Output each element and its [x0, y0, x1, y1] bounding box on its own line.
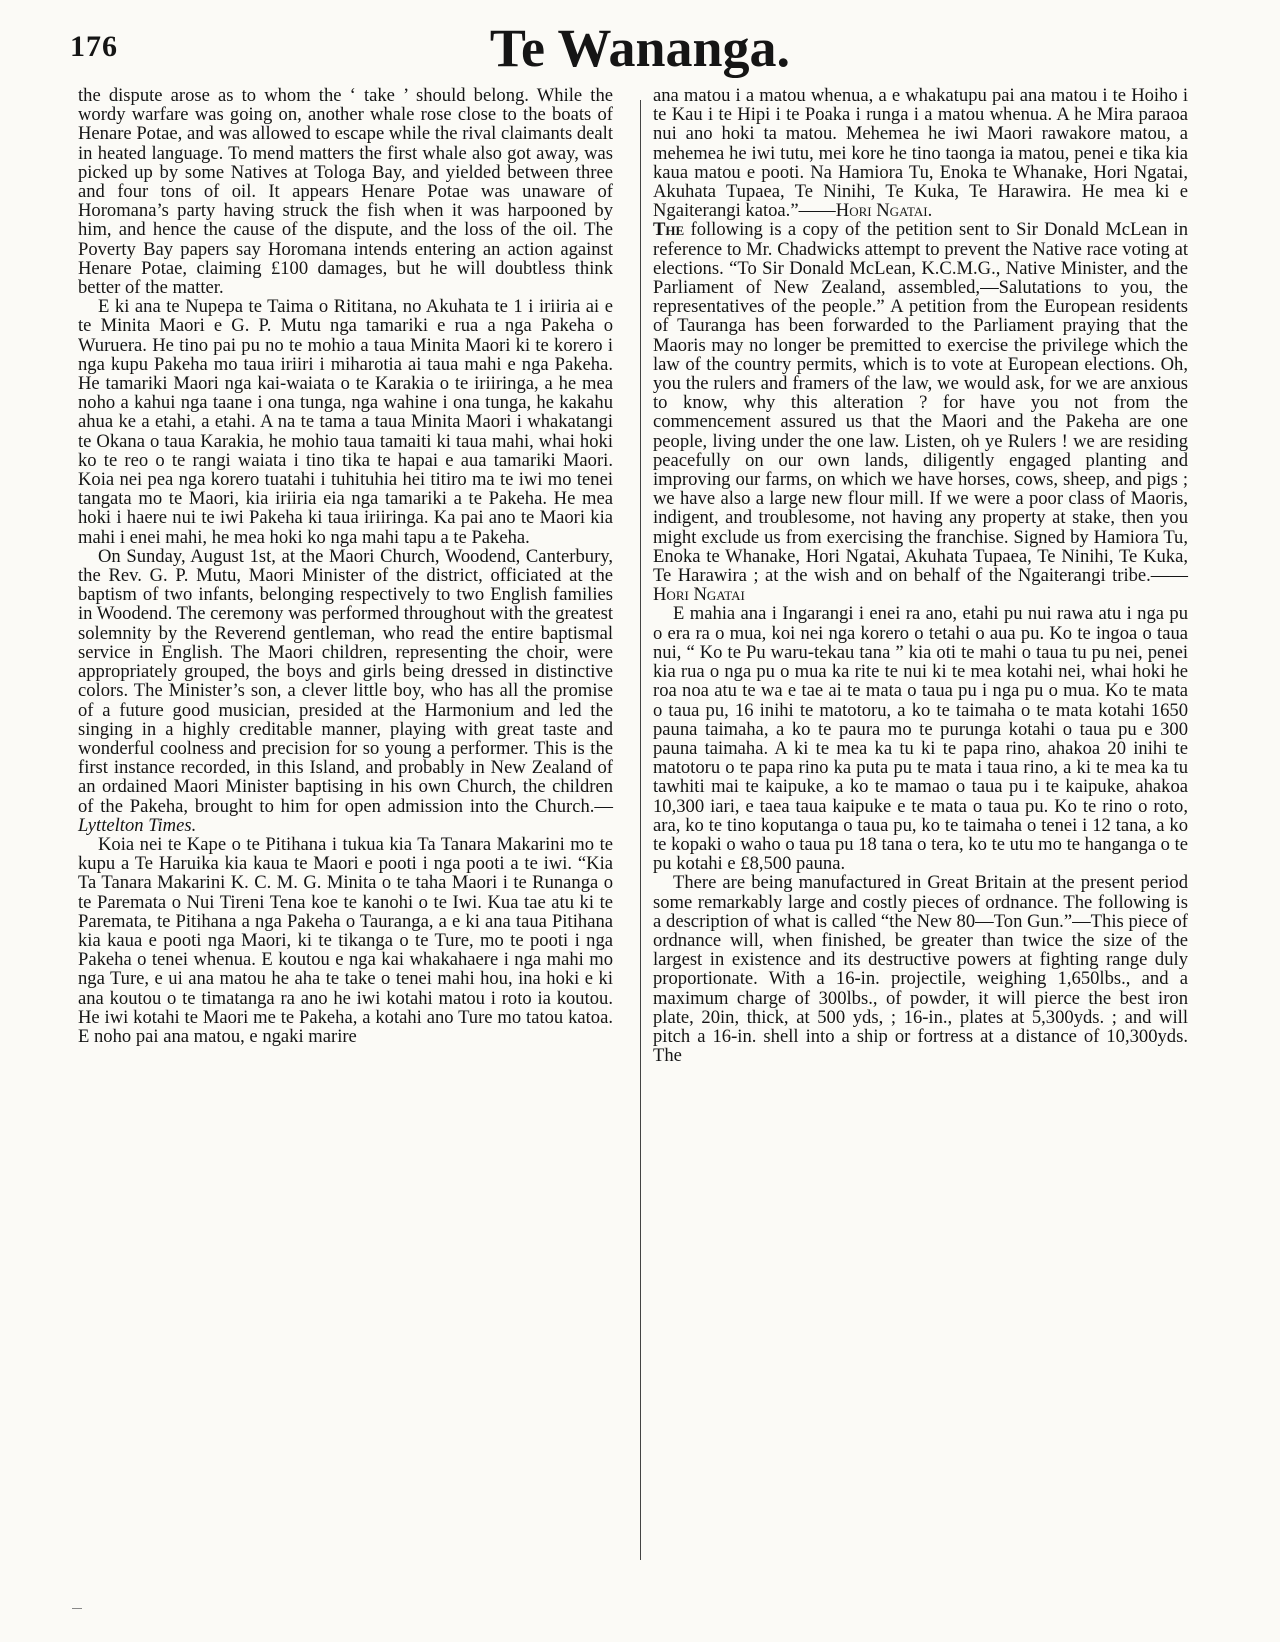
column-divider [640, 100, 641, 1560]
margin-mark [72, 1608, 82, 1609]
left-column [78, 86, 613, 1046]
page-number: 176 [70, 30, 118, 63]
masthead-title: Te Wananga. [489, 18, 791, 78]
article-big-gun-english: There are being manufactured in Great Britain at the present period some remarkably large and costly pieces of ordnance. The following is a description of what is called “the New 80—Ton Gun.”—This piece of ordnance will, when finished, be greater than twice the size of the largest in existence and its destructive powers at fighting range duly proportionate. With a 16-in. projectile, weighing 1,650lbs., and a maximum charge of 300lbs., of powder, it will pierce the best iron plate, 20in, thick, at 500 yds, ; 16-in., plates at 5,300yds. ; and will pitch a 16-in. shell into a ship or fortress at a distance of 10,300yds. The [653, 872, 1188, 1067]
article-petition-english [653, 220, 1188, 604]
article-big-gun-maori-text: E mahia ana i Ingarangi i enei ra ano, etahi pu nui rawa atu i nga pu o era ra o mua, koi nei nga korero o tetahi o aua pu. Ko te ingoa o taua nui, “ Ko te Pu waru-tekau tana ” kia oti te mahi o taua tu pu nei, penei kia rua o nga pu o mua ka rite te nui ki te mea kotahi nei, whai hoki he roa noa atu te wa e tae ai te mata o taua pu i nga pu o mua. Ko te mata o taua pu, 16 inihi te matotoru, a ko te taimaha o te mata kotahi 1650 pauna taimaha, a ko te paura mo te purunga kotahi o taua pu e 300 pauna taimaha. A ki te mea ka tu ki te papa rino, ahakoa 20 inihi te matotoru o te papa rino ka puta pu te mata i taua rino, a ki te mea ka tu tawhiti mai te kaipuke, a ko te mamao o taua pu i te kaipuke, ahakoa 10,300 iari, e taea taua kaipuke e te mata o taua pu. Ko te rino o roto, ara, ko te tino koputanga o taua pu, ko te taimaha o tenei i 12 tana, a ko te kopaki o waho o taua pu 18 tana o tera, ko te utu mo te hanganga o te pu kotahi e £8,500 pauna. [653, 603, 1188, 875]
article-body: ana matou i a matou whenua, a e whakatupu pai ana matou i te Hoiho i te Kau i te Hipi i te Poaka i runga i a matou whenua. A he Mira paraoa nui ano hoki ta matou. Mehemea he iwi Maori rawakore matou, a mehemea he iwi tutu, mei kore he tino taonga ia matou, penei e tika kia kaua matou e pooti. Na Hamiora Tu, Enoka te Whanake, Hori Ngatai, Akuhata Tupaea, Te Ninihi, Te Kuka, Te Harawira. He mea ki e Ngaiterangi katoa.”—— [653, 85, 1188, 222]
article-maori-baptism-maori-text: E ki ana te Nupepa te Taima o Rititana, no Akuhata te 1 i iriiria ai e te Minita Maori e G. P. Mutu nga tamariki e rua a nga Pakeha o Wuruera. He tino pai pu no te mohio a taua Minita Maori ki te korero i nga kupu Pakeha mo taua iriiri i miharotia ai taua mahi e nga Pakeha. He tamariki Maori nga kai-waiata o te Karakia o te iriiringa, a he mea noho a kahui nga taane i ona tunga, nga wahine i ona tunga, he kakahu ahua ke a etahi, a etahi. A na te tama a taua Minita Maori i whakatangi te Okana o taua Karakia, he mohio taua tamaiti ki taua mahi, whai hoki ko te reo o te rangi waiata i tino tika te hapai e aua tamariki Maori. Koia nei pea nga korero tuatahi i tuhituhia hei titiro ma te iwi mo tenei tangata mo te Maori, kia iriiria eia nga tamariki a te Pakeha. He mea hoki i haere nui te iwi Pakeha ki taua iriiringa. Ka pai ano te Maori kia mahi i enei mahi, he mea hoki ko nga mahi tapu a te Pakeha. [78, 296, 613, 548]
lead-word: The [653, 219, 685, 241]
article-body: On Sunday, August 1st, at the Maori Church, Woodend, Canterbury, the Rev. G. P. Mutu, Maori Minister of the district, officiated at the baptism of two infants, belonging respectively to two English families in Woodend. The ceremony was performed throughout with the greatest solemnity by the Reverend gentleman, who read the entire baptismal service in English. The Maori children, representing the choir, were appropriately grouped, the boys and girls being dressed in distinctive colors. The Minister’s son, a clever little boy, who has all the promise of a future good musician, presided at the Harmonium and led the singing in a highly creditable manner, playing with great taste and wonderful coolness and precision for so young a performer. This is the first instance recorded, in this Island, and probably in New Zealand of an ordained Maori Minister baptising in his own Church, the children of the Pakeha, brought to him for open admission into the Church.— [78, 545, 613, 817]
article-petition-maori-text: Koia nei te Kape o te Pitihana i tukua kia Ta Tanara Makarini mo te kupu a Te Haruika kia kaua te Maori e pooti i nga pooti a te iwi. “Kia Ta Tanara Makarini K. C. M. G. Minita o te taha Maori i te Runanga o te Paremata o Nui Tireni Tena koe te kanohi o te Iwi. Kua tae atu ki te Paremata, te Pitihana a nga Pakeha o Tauranga, a e ki ana taua Pitihana kia kaua e pooti nga Maori, ki te tikanga o te Ture, mo te pooti i nga Pakeha o tenei whenua. E koutou e nga kai whakahaere i nga mahi mo nga Ture, e ui ana matou he aha te take o tenei mahi hou, ina hoki e ki ana koutou o te timatanga ra ano he iwi kotahi matou i roto ia koutou. He iwi kotahi te Maori me te Pakeha, a kotahi ano Ture mo tatou katoa. E noho pai ana matou, e ngaki marire [78, 833, 613, 1047]
right-column [653, 86, 1188, 1065]
signature: Hori Ngatai [653, 584, 745, 606]
signature: Hori Ngatai. [835, 200, 933, 222]
article-maori-baptism-english [78, 547, 613, 835]
article-body: following is a copy of the petition sent to Sir Donald McLean in reference to Mr. Chadwicks attempt to prevent the Native race voting at elections. “To Sir Donald McLean, K.C.M.G., Native Minister, and the Parliament of New Zealand, assembled,—Salutations to you, the representatives of the people.” A petition from the European residents of Tauranga has been forwarded to the Parliament praying that the Maoris may no longer be premitted to exercise the privilege which the law of the country permits, which is to vote at European elections. Oh, you the rulers and framers of the law, we would ask, for we are anxious to know, why this alteration ? for have you not from the commencement assured us that the Maori and the Pakeha are one people, living under the one law. Listen, oh ye Rulers ! we are residing peacefully on our own lands, diligently engaged planting and improving our farms, on which we have horses, cows, sheep, and pigs ; we have also a large new flour mill. If we were a poor class of Maoris, indigent, and troublesome, not having any property at stake, then you might exclude us from exercising the franchise. Signed by Hamiora Tu, Enoka te Whanake, Hori Ngatai, Akuhata Tupaea, Te Ninihi, Te Kuka, Te Harawira ; at the wish and on behalf of the Ngaiterangi tribe.—— [653, 219, 1188, 587]
article-whale-dispute: the dispute arose as to whom the ‘ take ’ should belong. While the wordy warfare was going on, another whale rose close to the boats of Henare Potae, and was allowed to escape while the rival claimants dealt in heated language. To mend matters the first whale also got away, was picked up by some Natives at Tologa Bay, and yielded between three and four tons of oil. It appears Henare Potae was unaware of Horomana’s party having struck the fish when it was harpooned by him, and hence the cause of the dispute, and the loss of the oil. The Poverty Bay papers say Horomana intends entering an action against Henare Potae, claiming £100 damages, but he will doubtless think better of the matter. [78, 85, 613, 299]
article-source: Lyttelton Times. [78, 814, 197, 836]
article-petition-continued [653, 86, 1188, 220]
